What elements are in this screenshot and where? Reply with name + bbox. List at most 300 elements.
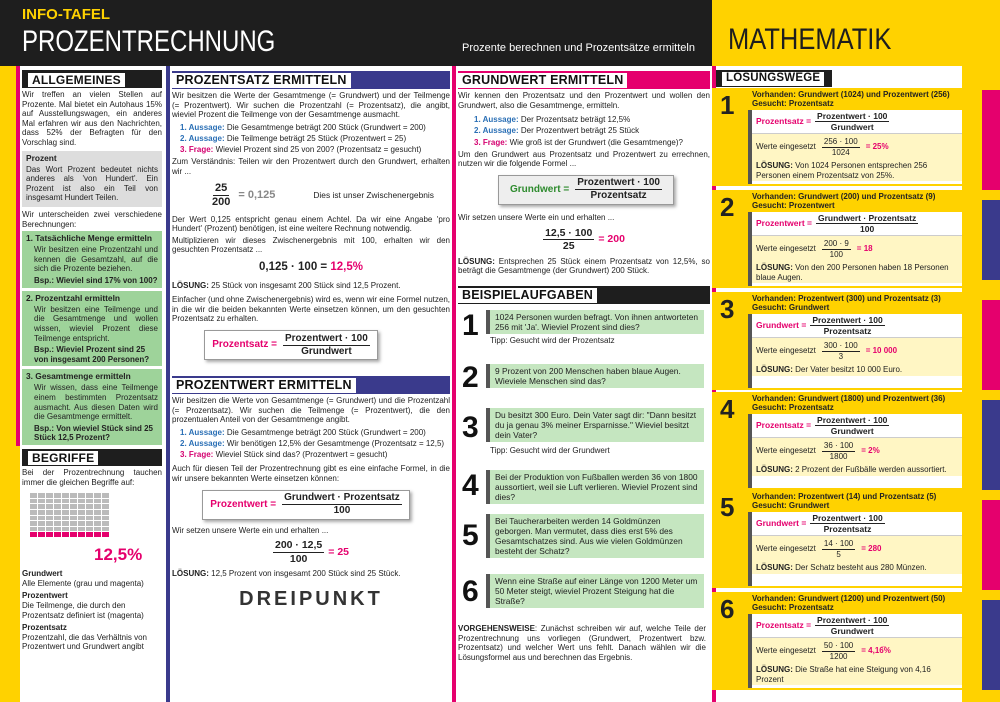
solution-vorhanden: Vorhanden: Grundwert (200) und Prozentsatz (9) xyxy=(752,192,936,201)
task-5-question: Bei Taucherarbeiten werden 14 Goldmünzen geborgen. Man vermutet, dass dies erst 5% des Gesamtschatzes sind. Aus wie vielen Goldmünzen besteht der Schatz? xyxy=(495,515,683,557)
right-accent-4 xyxy=(982,400,1000,490)
grid-cell xyxy=(78,510,85,515)
begriffe-title: BEGRIFFE xyxy=(28,451,98,465)
ps-formula-frac xyxy=(283,333,370,358)
solution-answer-text: Von 1024 Personen entsprechen 256 Personen einem Prozentsatz von 25%. xyxy=(756,161,928,180)
solution-gesucht: Gesucht: Grundwert xyxy=(752,501,830,511)
right-accent-5 xyxy=(982,500,1000,590)
grid-cell xyxy=(54,504,61,509)
task-3-question: Du besitzt 300 Euro. Dein Vater sagt dir: "Dann besitzt du ja genau 3% meiner Ersparnisse." Wieviel besitzt dein Vater? xyxy=(495,409,697,441)
grid-cell xyxy=(78,493,85,498)
grid-cell xyxy=(54,532,61,537)
grid-cell xyxy=(38,521,45,526)
task-3-number: 3 xyxy=(462,410,479,444)
pw-loesung-text: 12,5 Prozent von insgesamt 200 Stück sind 25 Stück. xyxy=(211,569,401,579)
grid-cell xyxy=(102,532,109,537)
solution-values xyxy=(752,134,962,160)
pw-calc-den: 100 xyxy=(289,552,308,565)
solution-number: 1 xyxy=(720,90,735,120)
allgemeines-title: ALLGEMEINES xyxy=(28,73,125,87)
item-1-example: Bsp.: Wieviel sind 17% von 100? xyxy=(34,276,158,286)
grid-cell xyxy=(86,521,93,526)
grid-cell xyxy=(54,527,61,532)
grundwert-heading: Grundwert xyxy=(22,569,63,579)
solution-values-den: 100 xyxy=(829,249,844,259)
gw-loesung-label: LÖSUNG: xyxy=(458,256,495,266)
pw-formula-frac xyxy=(282,492,402,517)
grid-cell xyxy=(62,504,69,509)
item-2-example: Bsp.: Wieviel Prozent sind 25 von insgesamt 200 Personen? xyxy=(34,345,150,364)
ps-statements xyxy=(172,122,450,156)
item-2 xyxy=(22,291,162,367)
column-allgemeines xyxy=(22,66,162,702)
solution-values-frac xyxy=(822,239,851,259)
pw-title: PROZENTWERT ERMITTELN xyxy=(172,378,356,393)
left-magenta-bar xyxy=(16,66,20,446)
solution-2 xyxy=(712,190,962,288)
solution-result: = 2% xyxy=(861,446,880,456)
gw-a2-text: Der Prozentwert beträgt 25 Stück xyxy=(520,126,640,136)
grid-cell xyxy=(46,499,53,504)
solution-formula xyxy=(752,414,962,438)
grid-cell xyxy=(102,521,109,526)
grid-cell xyxy=(94,510,101,515)
solution-gesucht: Gesucht: Prozentsatz xyxy=(752,99,834,109)
grid-cell xyxy=(102,516,109,521)
gw-formula-den: Prozentsatz xyxy=(590,190,647,202)
solution-formula-num: Prozentwert · 100 xyxy=(812,512,883,523)
gw-calc-den: 25 xyxy=(562,240,575,253)
grid-cell xyxy=(46,516,53,521)
grid-cell xyxy=(30,521,37,526)
loesungen-title: LÖSUNGSWEGE xyxy=(722,72,824,86)
ps-verstaendnis: Zum Verständnis: Teilen wir den Prozentwert durch den Grundwert, erhalten wir ... xyxy=(172,157,450,176)
grid-cell xyxy=(54,521,61,526)
item-3 xyxy=(22,369,162,445)
solution-values xyxy=(752,536,962,562)
grid-cell xyxy=(102,499,109,504)
gw-calc-frac xyxy=(543,227,594,253)
solution-formula-label: Grundwert = xyxy=(756,320,807,331)
allgemeines-intro: Wir treffen an vielen Stellen auf Prozente. Mal bietet ein Autohaus 15% auf Ausstellungswagen, ein anderes Mal erfahren wir aus den Nachrichten, dass 52% der Befragten für den Vorschlag sind. xyxy=(22,90,162,147)
ps-intro: Wir besitzen die Werte der Gesamtmenge (= Grundwert) und der Teilmenge (= Prozentwert). Wir suchen die Prozentzahl (= Prozentsatz), die angibt, wieviel Prozent die Teilmenge von der Gesamtmenge ausmacht. xyxy=(172,91,450,120)
grid-cell xyxy=(78,521,85,526)
grid-cell xyxy=(86,499,93,504)
pw-calc-frac xyxy=(273,539,324,565)
grid-cell xyxy=(78,527,85,532)
pw-header xyxy=(172,376,450,394)
solution-given xyxy=(752,492,936,510)
solution-answer-label: LÖSUNG: xyxy=(756,161,793,170)
gw-formula-box xyxy=(498,175,674,205)
solution-formula-den: Grundwert xyxy=(830,626,874,636)
solution-number: 4 xyxy=(720,394,735,424)
vorgehensweise-label: VORGEHENSWEISE xyxy=(458,623,535,633)
grid-cell xyxy=(54,493,61,498)
grid-cell xyxy=(94,493,101,498)
solution-1 xyxy=(712,88,962,186)
grid-cell xyxy=(46,521,53,526)
gw-formula-num: Prozentwert · 100 xyxy=(577,177,660,189)
gw-statements xyxy=(458,114,710,148)
column-prozentsatz xyxy=(172,66,450,702)
pw-a3-label: 3. Frage: xyxy=(180,450,214,460)
grid-cell xyxy=(70,499,77,504)
item-2-text: Wir besitzen eine Teilmenge und die Gesamtmenge und wollen wissen, wieviel Prozent diese Teilmenge entspricht. xyxy=(34,304,158,343)
ps-fraction-den: 200 xyxy=(212,196,231,209)
grid-cell xyxy=(30,527,37,532)
gw-title: GRUNDWERT ERMITTELN xyxy=(458,73,627,88)
pw-loesung-label: LÖSUNG: xyxy=(172,569,209,579)
solution-gesucht: Gesucht: Prozentwert xyxy=(752,201,835,211)
grid-cell xyxy=(86,532,93,537)
gw-a1-label: 1. Aussage: xyxy=(474,115,519,125)
grid-cell xyxy=(94,499,101,504)
solution-number: 6 xyxy=(720,594,735,624)
task-list xyxy=(458,304,710,622)
item-3-example: Bsp.: Von wieviel Stück sind 25 Stück 12,5 Prozent? xyxy=(34,423,153,443)
solution-vorhanden: Vorhanden: Prozentwert (14) und Prozentsatz (5) xyxy=(752,492,937,501)
right-accent-6 xyxy=(982,600,1000,690)
task-2-question: 9 Prozent von 200 Menschen haben blaue Augen. Wieviele Menschen sind das? xyxy=(495,365,681,386)
right-accent-2 xyxy=(982,200,1000,280)
solution-formula-num: Prozentwert · 100 xyxy=(817,110,888,121)
pw-intro: Wir besitzen die Werte von Gesamtmenge (= Grundwert) und die Prozentzahl (= Prozentsatz). Wir suchen die Teilmenge (= Prozentwert), die den prozentualen Anteil von der Gesamtmenge angibt. xyxy=(172,396,450,425)
gw-loesung-text: Entsprechen 25 Stück einem Prozentsatz von 12,5%, so beträgt die Gesamtmenge (der Grundwert) 200 Stück. xyxy=(458,256,710,276)
grid-cell xyxy=(46,527,53,532)
pw-formula-den: 100 xyxy=(333,505,351,517)
task-3-box xyxy=(486,408,704,442)
ps-calc-result: 12,5% xyxy=(330,260,363,273)
ps-formula-den: Grundwert xyxy=(301,345,352,357)
solution-body xyxy=(748,512,962,586)
solution-values-label: Werte eingesetzt xyxy=(756,244,816,254)
solution-formula-den: Prozentsatz xyxy=(823,326,872,336)
grid-cell xyxy=(38,532,45,537)
ps-a2-text: Die Teilmenge beträgt 25 Stück (Prozentwert = 25) xyxy=(226,133,407,143)
gw-text2: Um den Grundwert aus Prozentsatz und Prozentwert zu errechnen, nutzen wir die folgende Formel ... xyxy=(458,149,710,169)
item-1-heading: 1. Tatsächliche Menge ermitteln xyxy=(26,233,152,244)
task-6-box xyxy=(486,574,704,608)
solution-answer-text: Die Straße hat eine Steigung von 4,16 Prozent xyxy=(756,665,931,684)
solution-formula-frac xyxy=(816,213,918,234)
solution-values-frac xyxy=(822,137,860,157)
grid-cell xyxy=(94,527,101,532)
task-2-number: 2 xyxy=(462,360,479,394)
ps-formula-box xyxy=(204,330,378,360)
grid-cell xyxy=(86,504,93,509)
solution-answer-label: LÖSUNG: xyxy=(756,263,793,272)
bsp-header xyxy=(458,286,710,304)
ps-a1-label: 1. Aussage: xyxy=(180,122,225,132)
pw-a2-label: 2. Aussage: xyxy=(180,439,225,449)
gw-a3-label: 3. Frage: xyxy=(474,137,508,147)
solution-values-label: Werte eingesetzt xyxy=(756,346,816,356)
solution-gesucht: Gesucht: Grundwert xyxy=(752,303,830,313)
right-accent-3 xyxy=(982,300,1000,390)
ps-a3-label: 3. Frage: xyxy=(180,145,214,155)
subject-title: MATHEMATIK xyxy=(728,23,892,56)
solution-answer-text: Der Schatz besteht aus 280 Münzen. xyxy=(795,563,927,572)
grid-cell xyxy=(30,499,37,504)
prozent-text: Das Wort Prozent bedeutet nichts anderes als 'von Hundert'. Ein Prozent ist also ein Teil von insgesamt Hundert Teilen. xyxy=(26,164,158,203)
grid-cell xyxy=(70,504,77,509)
bsp-title: BEISPIELAUFGABEN xyxy=(458,288,597,303)
ps-loesung-text: 25 Stück von insgesamt 200 Stück sind 12,5 Prozent. xyxy=(211,280,401,290)
task-4-box xyxy=(486,470,704,504)
gw-calc xyxy=(458,227,710,253)
grid-cell xyxy=(46,510,53,515)
grid-cell xyxy=(62,493,69,498)
solution-number: 2 xyxy=(720,192,735,222)
solution-vorhanden: Vorhanden: Grundwert (1800) und Prozentwert (36) xyxy=(752,394,946,403)
right-accent-1 xyxy=(982,90,1000,190)
solution-formula-frac xyxy=(810,513,884,534)
solution-vorhanden: Vorhanden: Grundwert (1200) und Prozentwert (50) xyxy=(752,594,946,603)
solution-values-frac xyxy=(822,641,855,661)
dreipunkt-logo: DREIPUNKT xyxy=(239,587,383,610)
grid-cell xyxy=(102,527,109,532)
solution-answer-label: LÖSUNG: xyxy=(756,365,793,374)
pw-a1-label: 1. Aussage: xyxy=(180,427,225,437)
solution-formula xyxy=(752,512,962,536)
task-5-number: 5 xyxy=(462,518,479,552)
solution-values-num: 14 · 100 xyxy=(823,538,854,548)
page-title: PROZENTRECHNUNG xyxy=(22,25,276,58)
solution-values-den: 5 xyxy=(836,549,841,559)
pw-text2: Auch für diesen Teil der Prozentrechnung gibt es eine einfache Formel, in die wir unsere bekannten Werte einsetzen können: xyxy=(172,464,450,484)
solution-formula xyxy=(752,110,962,134)
solution-answer xyxy=(752,562,962,574)
begriffe-header xyxy=(22,449,162,466)
solution-values xyxy=(752,638,962,664)
solution-given xyxy=(752,594,945,612)
begriffe-visual xyxy=(22,489,162,569)
solution-formula-num: Grundwert · Prozentsatz xyxy=(817,212,917,223)
solution-values-den: 1800 xyxy=(829,451,848,461)
solution-number: 3 xyxy=(720,294,735,324)
grid-cell xyxy=(70,510,77,515)
solution-formula-den: Grundwert xyxy=(830,426,874,436)
grid-cell xyxy=(78,504,85,509)
solution-vorhanden: Vorhanden: Prozentwert (300) und Prozentsatz (3) xyxy=(752,294,941,303)
grid-cell xyxy=(38,510,45,515)
ps-loesung-label: LÖSUNG: xyxy=(172,280,209,290)
solution-answer-label: LÖSUNG: xyxy=(756,563,793,572)
divider-magenta xyxy=(452,66,456,702)
grid-cell xyxy=(46,504,53,509)
solution-answer xyxy=(752,464,962,476)
grid-cell xyxy=(62,499,69,504)
solution-values-frac xyxy=(822,539,855,559)
solution-values-den: 1024 xyxy=(831,147,850,157)
solution-gesucht: Gesucht: Prozentsatz xyxy=(752,603,834,613)
ps-a2-label: 2. Aussage: xyxy=(180,133,225,143)
allgemeines-header xyxy=(22,70,162,88)
gw-calc-result: = 200 xyxy=(598,233,625,246)
gw-a1-text: Der Prozentsatz beträgt 12,5% xyxy=(520,115,631,125)
grid-cell xyxy=(78,516,85,521)
header-subtitle: Prozente berechnen und Prozentsätze ermitteln xyxy=(462,42,695,54)
solution-values-num: 36 · 100 xyxy=(823,440,854,450)
task-3-tip: Tipp: Gesucht wird der Grundwert xyxy=(490,445,610,455)
item-2-heading: 2. Prozentzahl ermitteln xyxy=(26,292,121,303)
column-grundwert xyxy=(458,66,710,702)
ps-calc xyxy=(172,261,450,275)
pw-calc-result: = 25 xyxy=(328,546,350,558)
grundwert-text: Alle Elemente (grau und magenta) xyxy=(22,578,144,588)
grid-cell xyxy=(94,516,101,521)
header-tag: INFO-TAFEL xyxy=(22,6,111,23)
loesungen-header xyxy=(716,70,832,87)
item-3-heading: 3. Gesamtmenge ermitteln xyxy=(26,371,131,382)
ps-fraction-num: 25 xyxy=(213,182,229,196)
grid-cell xyxy=(102,493,109,498)
solution-4 xyxy=(712,392,962,490)
ps-fraction-row xyxy=(172,179,450,213)
grid-cell xyxy=(38,504,45,509)
grid-cell xyxy=(46,493,53,498)
gw-calc-num: 12,5 · 100 xyxy=(545,226,593,239)
ps-calc-expr: 0,125 · 100 = xyxy=(259,260,328,273)
task-1-question: 1024 Personen wurden befragt. Von ihnen antworteten 256 mit 'Ja'. Wieviel Prozent sind dies? xyxy=(495,311,699,332)
item-1 xyxy=(22,231,162,287)
task-1-tip: Tipp: Gesucht wird der Prozentsatz xyxy=(490,335,615,345)
solution-formula xyxy=(752,614,962,638)
unterscheiden-text: Wir unterscheiden zwei verschiedene Berechnungen: xyxy=(22,210,162,229)
grid-cell xyxy=(46,532,53,537)
solution-formula-frac xyxy=(815,615,889,636)
prozent-box xyxy=(22,151,162,207)
solution-formula-label: Prozentwert = xyxy=(756,218,812,229)
ps-a3-text: Wieviel Prozent sind 25 von 200? (Prozentsatz = gesucht) xyxy=(215,145,422,155)
ps-text4: Einfacher (und ohne Zwischenergebnis) wird es, wenn wir eine Formel nutzen, in die wir die beiden bekannten Werte einsetzen können, um den gesuchten Prozentsatz zu erhalten. xyxy=(172,295,450,324)
solution-formula-label: Grundwert = xyxy=(756,518,807,529)
solution-answer-text: Von den 200 Personen haben 18 Personen blaue Augen. xyxy=(756,263,949,282)
grid-cell xyxy=(30,493,37,498)
solution-body xyxy=(748,414,962,488)
solution-values xyxy=(752,338,962,364)
grid-cell xyxy=(62,532,69,537)
ps-text2: Der Wert 0,125 entspricht genau einem Achtel. Da wir eine Angabe 'pro Hundert' (Prozent) benötigen, ist eine weitere Rechnung notwendig. xyxy=(172,214,450,234)
solution-values-label: Werte eingesetzt xyxy=(756,142,816,152)
pw-a3-text: Wieviel Stück sind das? (Prozentwert = gesucht) xyxy=(215,450,388,460)
divider-blue xyxy=(166,66,170,702)
ps-formula-num: Prozentwert · 100 xyxy=(284,332,368,344)
grid-cell xyxy=(62,510,69,515)
solution-body xyxy=(748,110,962,184)
prozentsatz-text: Prozentzahl, die das Verhältnis von Prozentwert und Grundwert angibt xyxy=(22,632,147,652)
solution-answer xyxy=(752,664,962,685)
gw-a3-text: Wie groß ist der Grundwert (die Gesamtmenge)? xyxy=(509,137,683,147)
solution-answer xyxy=(752,262,962,283)
solution-given xyxy=(752,394,945,412)
grid-cell xyxy=(62,516,69,521)
solution-values-label: Werte eingesetzt xyxy=(756,544,816,554)
solution-given xyxy=(752,192,935,210)
solution-vorhanden: Vorhanden: Grundwert (1024) und Prozentwert (256) xyxy=(752,90,950,99)
task-1-number: 1 xyxy=(462,308,479,342)
solution-values-label: Werte eingesetzt xyxy=(756,446,816,456)
solution-answer xyxy=(752,160,962,181)
grid-cell xyxy=(94,532,101,537)
pw-formula-num: Grundwert · Prozentsatz xyxy=(284,492,400,504)
solution-formula-frac xyxy=(815,415,889,436)
grid-cell xyxy=(86,516,93,521)
ps-formula-label: Prozentsatz = xyxy=(212,339,277,351)
prozentsatz-heading: Prozentsatz xyxy=(22,623,67,633)
grid-cell xyxy=(102,504,109,509)
grid-cell xyxy=(86,527,93,532)
solution-gesucht: Gesucht: Prozentsatz xyxy=(752,403,834,413)
percent-grid xyxy=(30,493,110,549)
solution-values-den: 1200 xyxy=(829,651,848,661)
grid-cell xyxy=(54,510,61,515)
solution-formula-num: Prozentwert · 100 xyxy=(817,414,888,425)
ps-fraction xyxy=(212,182,230,209)
solution-answer-text: 2 Prozent der Fußbälle werden aussortiert. xyxy=(795,465,947,474)
task-4-number: 4 xyxy=(462,468,479,502)
gw-text3: Wir setzen unsere Werte ein und erhalten ... xyxy=(458,212,615,222)
solution-values-num: 256 · 100 xyxy=(823,136,858,146)
ps-title: PROZENTSATZ ERMITTELN xyxy=(172,73,351,88)
grid-cell xyxy=(70,532,77,537)
header xyxy=(0,0,712,66)
prozentwert-heading: Prozentwert xyxy=(22,591,68,601)
task-2-box xyxy=(486,364,704,388)
task-4-question: Bei der Produktion von Fußballen werden 36 von 1800 aussortiert, weil sie Luft verlieren. Wieviel Prozent sind dies? xyxy=(495,471,698,503)
solution-formula-label: Prozentsatz = xyxy=(756,620,812,631)
grid-cell xyxy=(70,521,77,526)
solution-result: = 25% xyxy=(865,142,889,152)
solution-formula xyxy=(752,314,962,338)
grid-cell xyxy=(38,499,45,504)
solution-body xyxy=(748,212,962,286)
solution-formula-num: Prozentwert · 100 xyxy=(817,614,888,625)
pw-a1-text: Die Gesamtmenge beträgt 200 Stück (Grundwert = 200) xyxy=(226,427,426,437)
solution-body xyxy=(748,614,962,688)
grid-cell xyxy=(94,504,101,509)
gw-formula-frac xyxy=(575,177,662,202)
solution-formula-label: Prozentsatz = xyxy=(756,420,812,431)
ps-fraction-result: = 0,125 xyxy=(238,188,276,201)
solution-result: = 18 xyxy=(856,244,873,254)
solution-values-num: 300 · 100 xyxy=(823,340,858,350)
solution-3 xyxy=(712,292,962,390)
solution-formula-frac xyxy=(810,315,884,336)
grid-cell xyxy=(70,516,77,521)
grid-cell xyxy=(78,532,85,537)
pw-text3: Wir setzen unsere Werte ein und erhalten ... xyxy=(172,525,329,535)
grid-cell xyxy=(94,521,101,526)
solution-formula-num: Prozentwert · 100 xyxy=(812,314,883,325)
prozentwert-text: Die Teilmenge, die durch den Prozentsatz definiert ist (magenta) xyxy=(22,600,144,620)
grid-cell xyxy=(70,527,77,532)
gw-intro: Wir kennen den Prozentsatz und den Prozentwert und wollen den Grundwert, also die Gesamtmenge, ermitteln. xyxy=(458,91,710,110)
prozent-heading: Prozent xyxy=(26,152,57,163)
pw-statements xyxy=(172,427,450,461)
grid-cell xyxy=(62,521,69,526)
begriffe-intro: Bei der Prozentrechnung tauchen immer die gleichen Begriffe auf: xyxy=(22,467,162,487)
grid-cell xyxy=(102,510,109,515)
solution-formula-den: Grundwert xyxy=(830,122,874,132)
solution-values xyxy=(752,236,962,262)
solution-result: = 10 000 xyxy=(865,346,898,356)
task-5-box xyxy=(486,514,704,558)
percent-value: 12,5% xyxy=(94,545,143,565)
pw-calc-num: 200 · 12,5 xyxy=(274,539,323,552)
item-1-text: Wir besitzen eine Prozentzahl und kennen die Gesamtzahl, auf die sich die Prozente beziehen. xyxy=(34,245,158,274)
